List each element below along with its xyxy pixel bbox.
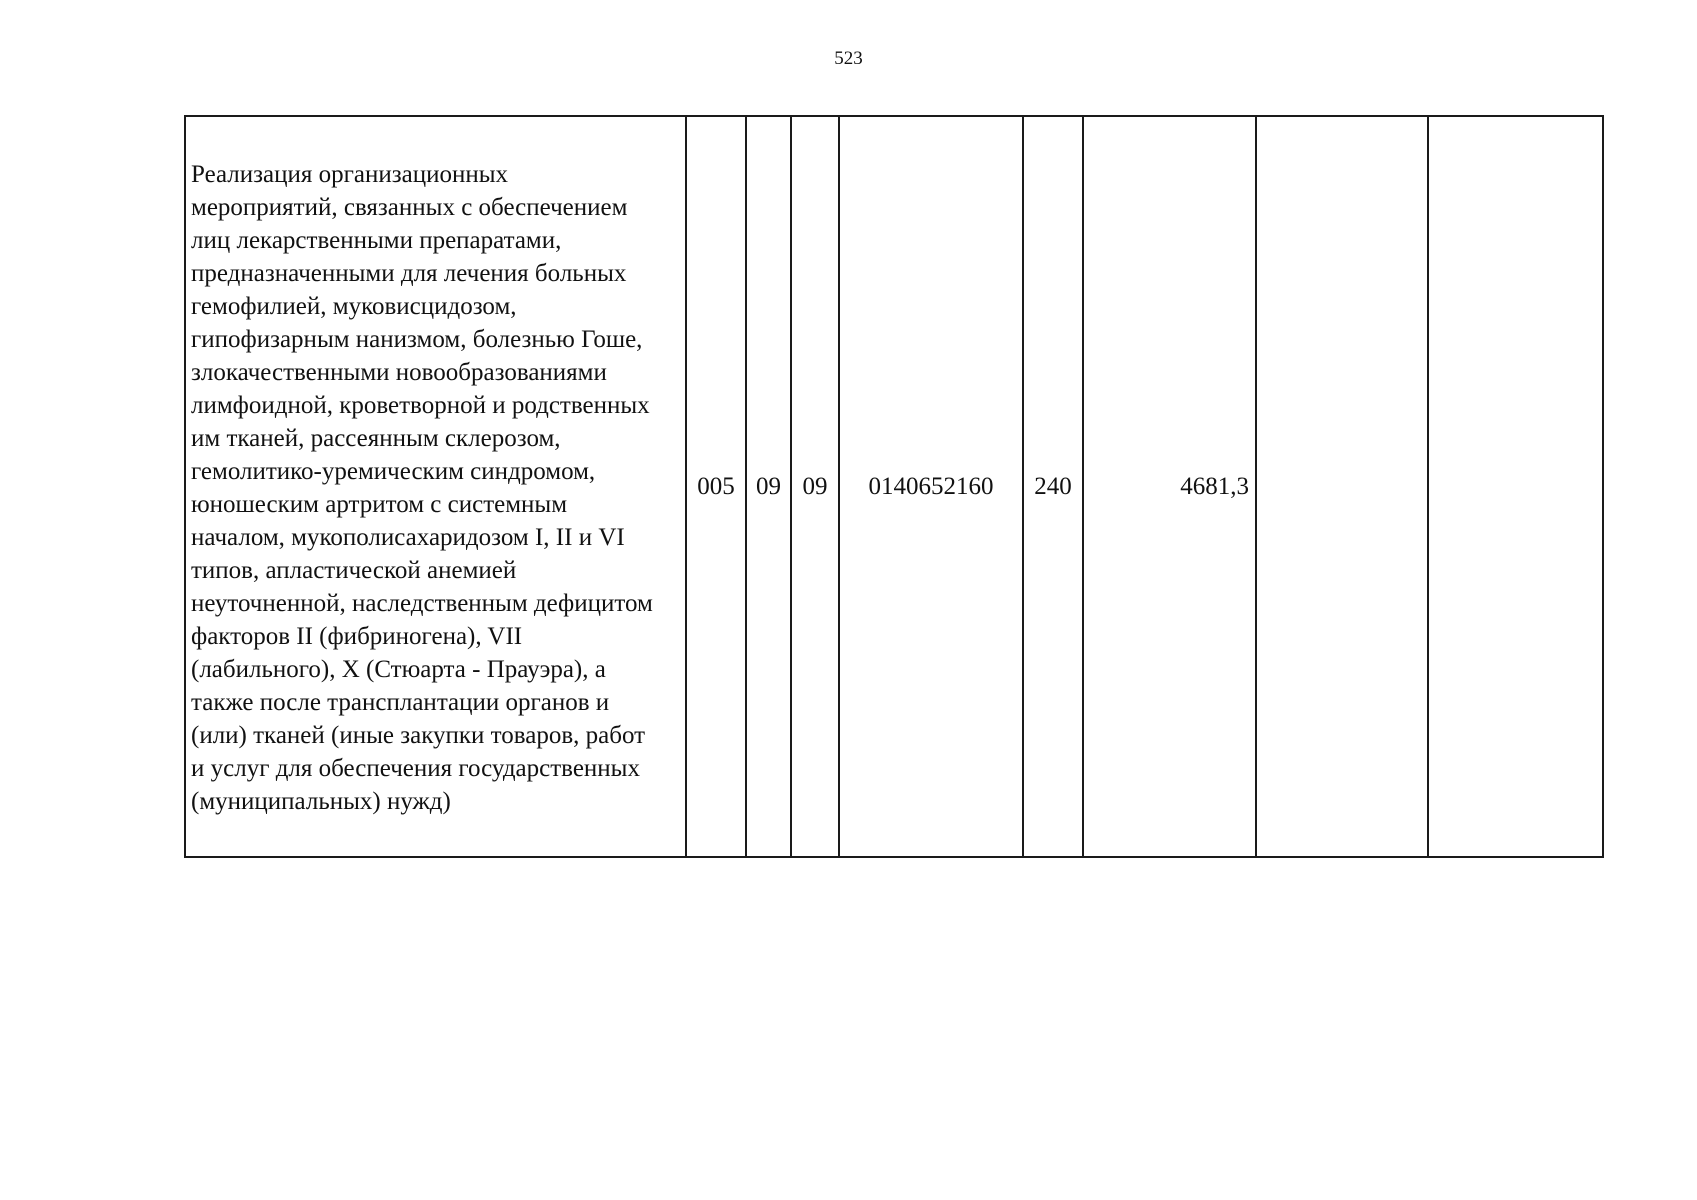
subsection-code-cell: 09 [791,116,839,857]
description-line: лиц лекарственными препаратами, [191,227,562,254]
description-line: гемолитико-уремическим синдромом, [191,458,596,485]
description-line: гемофилией, муковисцидозом, [191,293,517,320]
ministry-code-cell: 005 [686,116,746,857]
description-cell [185,116,686,857]
description-line: (муниципальных) нужд) [191,788,451,815]
description-line: типов, апластической анемией [191,557,517,584]
description-line: (или) тканей (иные закупки товаров, работ [191,722,646,749]
description-line: им тканей, рассеянным склерозом, [191,425,561,452]
table-row [185,116,1603,857]
expense-type-cell: 240 [1023,116,1083,857]
description-line: также после трансплантации органов и [191,689,610,716]
description-line: (лабильного), X (Стюарта - Прауэра), а [191,656,606,683]
description-line: и услуг для обеспечения государственных [191,755,640,782]
description-line: злокачественными новообразованиями [191,359,607,386]
description-line: неуточненной, наследственным дефицитом [191,590,653,617]
description-line: предназначенными для лечения больных [191,260,627,287]
amount-cell-2 [1256,116,1428,857]
description-line: гипофизарным нанизмом, болезнью Гоше, [191,326,643,353]
description-line: Реализация организационных [191,161,509,188]
amount-cell-3 [1428,116,1603,857]
amount-cell-1: 4681,3 [1083,116,1256,857]
description-line: лимфоидной, кроветворной и родственных [191,392,650,419]
section-code-cell: 09 [746,116,791,857]
description-line: началом, мукополисахаридозом I, II и VI [191,524,625,551]
budget-table [184,115,1604,858]
description-line: мероприятий, связанных с обеспечением [191,194,628,221]
description-line: юношеским артритом с системным [191,491,568,518]
page-number: 523 [834,48,863,69]
description-line: факторов II (фибриногена), VII [191,623,523,650]
target-article-cell: 0140652160 [839,116,1023,857]
